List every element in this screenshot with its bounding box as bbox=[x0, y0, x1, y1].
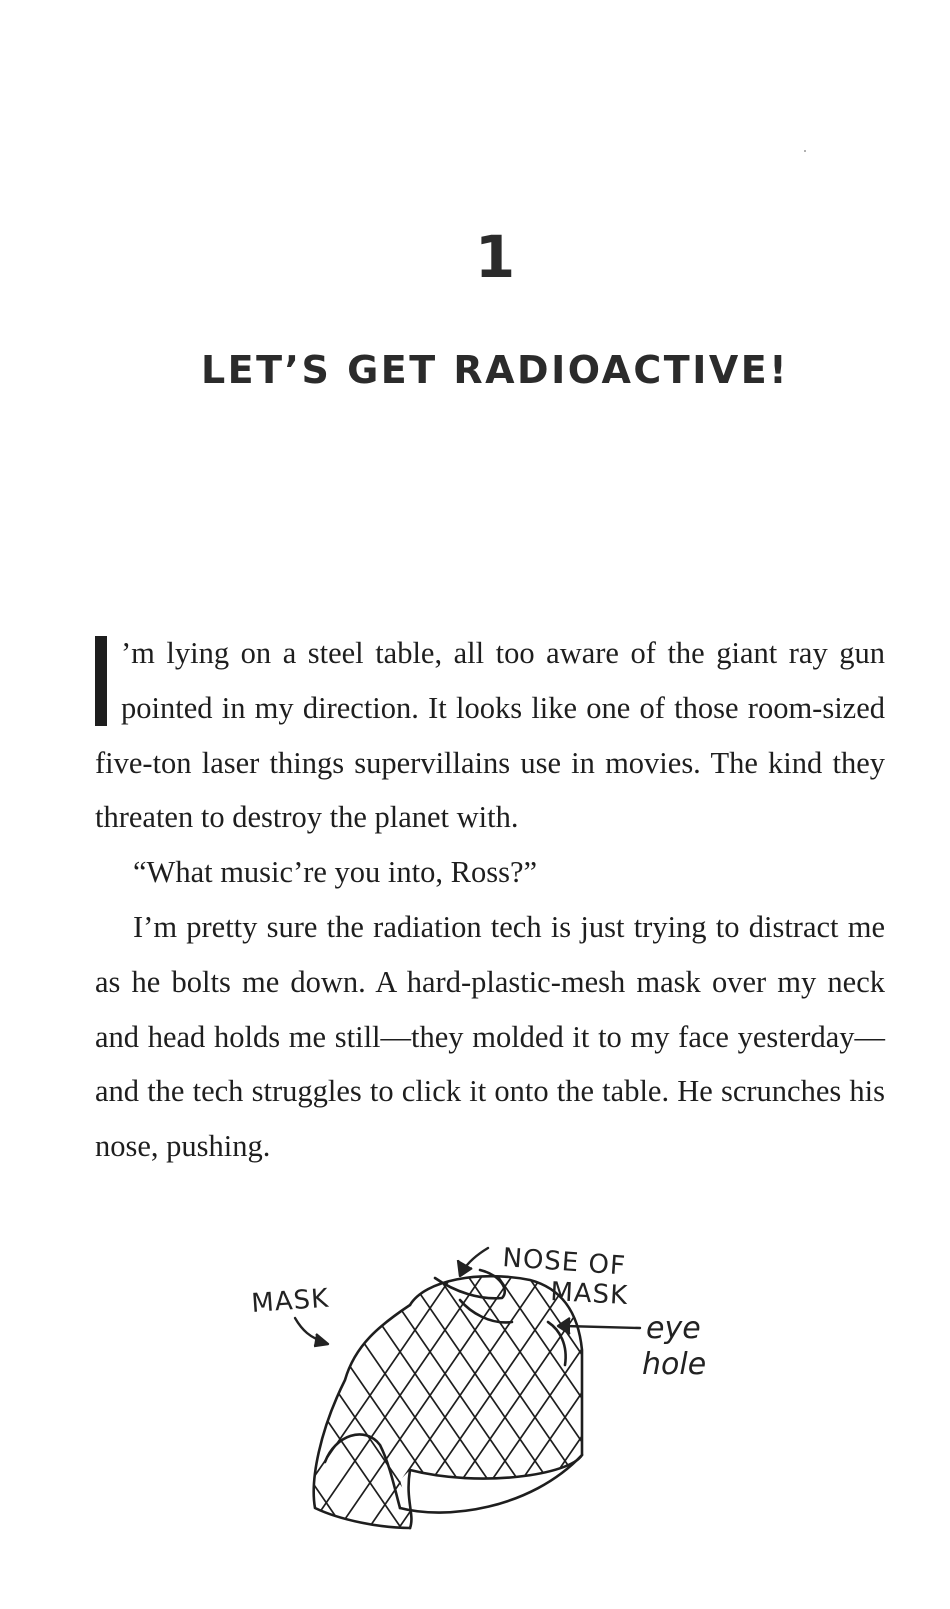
label-nose-line2: MASK bbox=[549, 1277, 629, 1312]
label-mask: MASK bbox=[250, 1283, 331, 1319]
mask-outline bbox=[314, 1270, 582, 1528]
label-eye-line2: hole bbox=[642, 1347, 707, 1382]
mask-drawing bbox=[230, 1230, 750, 1570]
paragraph-1 bbox=[95, 626, 885, 845]
chapter-number: 1 bbox=[474, 223, 516, 291]
eye-arrow bbox=[565, 1326, 640, 1328]
paragraph-2: “What music’re you into, Ross?” bbox=[133, 855, 538, 890]
mask-illustration bbox=[230, 1230, 750, 1570]
mask-arrowhead bbox=[314, 1334, 328, 1346]
chapter-body bbox=[95, 626, 885, 1174]
paragraph-3: I’m pretty sure the radiation tech is just trying to distract me as he bolts me down. A hard-plastic-mesh mask over my neck and head holds me still—they molded it to my face yesterday—and the tech struggles to click it onto the table. He scrunches his nose, pushing. bbox=[95, 909, 885, 1164]
label-nose-line1: NOSE OF bbox=[501, 1243, 627, 1282]
drop-cap bbox=[95, 636, 107, 726]
page-speck bbox=[804, 150, 806, 152]
paragraph-1-text: ’m lying on a steel table, all too aware of the giant ray gun pointed in my direction. It looks like one of those room-sized five-ton laser things supervillains use in movies. The kind they threaten to destroy the planet with. bbox=[95, 636, 885, 835]
chapter-title: LET’S GET RADIOACTIVE! bbox=[200, 348, 790, 392]
label-eye-line1: eye bbox=[646, 1311, 701, 1346]
